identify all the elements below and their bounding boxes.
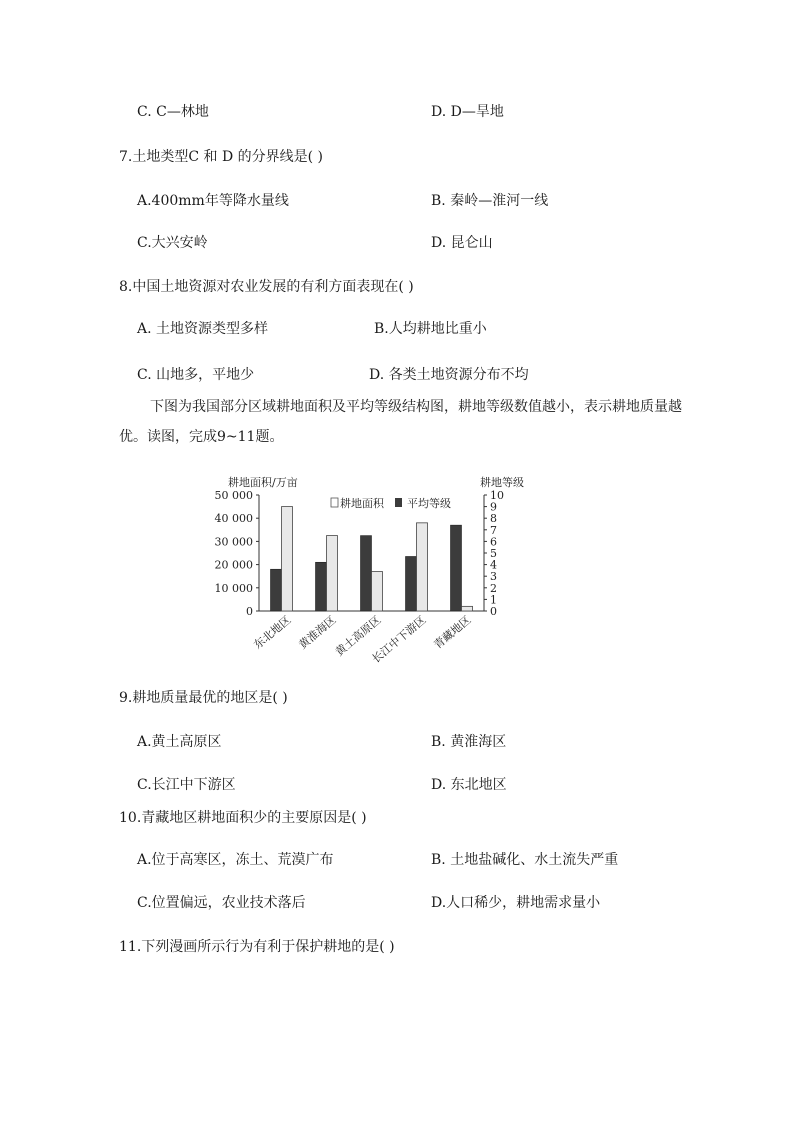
q7-option-c: C.大兴安岭 bbox=[137, 235, 208, 251]
q8-option-d: D. 各类土地资源分布不均 bbox=[369, 367, 529, 383]
q8-option-c: C. 山地多，平地少 bbox=[137, 367, 255, 383]
q10-option-c: C.位置偏远，农业技术落后 bbox=[137, 895, 306, 911]
y-tick-label: 40 000 bbox=[214, 512, 253, 526]
y2-tick-label: 8 bbox=[490, 512, 497, 526]
y2-tick-label: 1 bbox=[490, 593, 497, 607]
bar-area bbox=[417, 523, 428, 611]
y2-tick-label: 2 bbox=[490, 581, 497, 595]
q9-option-a: A.黄土高原区 bbox=[137, 734, 222, 750]
legend-label-area: 耕地面积 bbox=[340, 497, 384, 510]
chart-y2label: 耕地等级 bbox=[480, 476, 524, 489]
q9-option-c: C.长江中下游区 bbox=[137, 777, 236, 793]
x-category-label: 黄土高原区 bbox=[332, 613, 384, 659]
intro-paragraph: 下图为我国部分区域耕地面积及平均等级结构图，耕地等级数值越小，表示耕地质量越优。读图，完成9~11题。 bbox=[119, 399, 682, 445]
q10-option-a: A.位于高寒区，冻土、荒漠广布 bbox=[137, 852, 334, 868]
q9-stem: 9.耕地质量最优的地区是( ) bbox=[119, 690, 288, 706]
bar-area bbox=[327, 536, 338, 611]
x-category-label: 黄淮海区 bbox=[296, 613, 339, 652]
q9-option-d: D. 东北地区 bbox=[431, 777, 507, 793]
bar-area bbox=[462, 606, 473, 611]
chart bbox=[214, 470, 534, 670]
q7-stem: 7.土地类型C 和 D 的分界线是( ) bbox=[119, 149, 324, 165]
y-tick-label: 0 bbox=[246, 605, 253, 618]
y2-tick-label: 4 bbox=[490, 558, 497, 572]
y2-tick-label: 10 bbox=[490, 489, 504, 502]
bar-area bbox=[372, 572, 383, 611]
chart-legend bbox=[331, 496, 451, 510]
y-tick-label: 20 000 bbox=[214, 558, 253, 572]
y2-tick-label: 5 bbox=[490, 547, 497, 560]
q10-option-b: B. 土地盐碱化、水土流失严重 bbox=[431, 852, 619, 868]
q8-option-a: A. 土地资源类型多样 bbox=[137, 321, 269, 337]
y2-tick-label: 3 bbox=[490, 570, 497, 584]
bar-grade bbox=[406, 556, 417, 611]
q10-option-d: D.人口稀少，耕地需求量小 bbox=[431, 895, 601, 911]
y2-tick-label: 0 bbox=[490, 605, 497, 618]
q8-option-b: B.人均耕地比重小 bbox=[374, 321, 487, 337]
q6-option-c: C. C—林地 bbox=[137, 104, 209, 120]
y-tick-label: 10 000 bbox=[214, 581, 253, 595]
y-tick-label: 30 000 bbox=[214, 535, 253, 549]
legend-swatch-grade bbox=[395, 498, 402, 507]
q11-stem: 11.下列漫画所示行为有利于保护耕地的是( ) bbox=[119, 939, 395, 955]
y2-tick-label: 9 bbox=[490, 500, 497, 514]
q7-option-a: A.400mm年等降水量线 bbox=[137, 193, 289, 209]
q8-stem: 8.中国土地资源对农业发展的有利方面表现在( ) bbox=[119, 279, 414, 295]
bar-grade bbox=[451, 525, 462, 611]
y2-tick-label: 7 bbox=[490, 523, 497, 537]
legend-swatch-area bbox=[331, 498, 338, 507]
q7-option-d: D. 昆仑山 bbox=[431, 235, 493, 251]
y-tick-label: 50 000 bbox=[214, 489, 253, 502]
q6-option-d: D. D—旱地 bbox=[431, 104, 504, 120]
chart-ylabel: 耕地面积/万亩 bbox=[228, 476, 298, 489]
bar-grade bbox=[361, 536, 372, 611]
bar-grade bbox=[316, 562, 327, 611]
x-category-label: 东北地区 bbox=[251, 613, 294, 652]
y2-tick-label: 6 bbox=[490, 535, 497, 549]
bar-grade bbox=[271, 569, 282, 611]
legend-label-grade: 平均等级 bbox=[407, 497, 451, 510]
x-category-label: 青藏地区 bbox=[431, 613, 474, 652]
q9-option-b: B. 黄淮海区 bbox=[431, 734, 507, 750]
q7-option-b: B. 秦岭—淮河一线 bbox=[431, 193, 549, 209]
x-category-label: 长江中下游区 bbox=[369, 613, 429, 666]
q10-stem: 10.青藏地区耕地面积少的主要原因是( ) bbox=[119, 810, 367, 826]
bar-area bbox=[282, 507, 293, 611]
